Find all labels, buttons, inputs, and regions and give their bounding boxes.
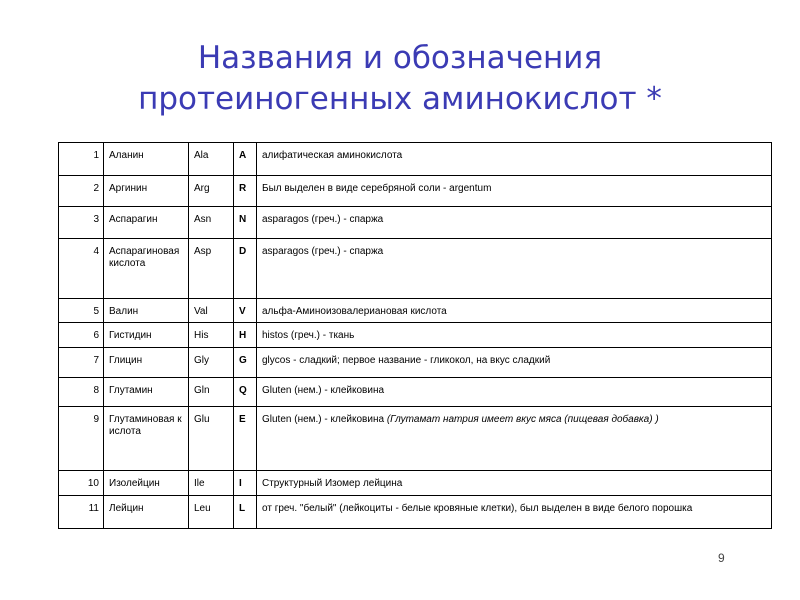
three-letter-code: His (189, 323, 234, 348)
name-origin (257, 496, 772, 529)
three-letter-code: Val (189, 299, 234, 323)
row-number: 5 (59, 299, 104, 323)
slide-title-line1: Названия и обозначения (197, 40, 603, 76)
three-letter-code: Ile (189, 471, 234, 496)
one-letter-code: A (234, 143, 257, 176)
three-letter-code: Glu (189, 407, 234, 471)
row-number: 7 (59, 348, 104, 378)
one-letter-code: L (234, 496, 257, 529)
three-letter-code: Leu (189, 496, 234, 529)
table-row (59, 378, 772, 407)
page-number: 9 (718, 551, 725, 565)
table-row (59, 471, 772, 496)
row-number: 8 (59, 378, 104, 407)
slide-title (0, 38, 800, 120)
name-origin (257, 299, 772, 323)
name-origin-text: asparagos (греч.) - спаржа (262, 214, 384, 225)
name-origin (257, 407, 772, 471)
amino-acid-table (58, 142, 772, 529)
name-origin-text: алифатическая аминокислота (262, 150, 403, 161)
name-origin-note: (Глутамат натрия имеет вкус мяса (пищевая добавка) ) (386, 414, 659, 425)
amino-acid-table-body (59, 143, 772, 529)
name-origin-text: Структурный Изомер лейцина (262, 478, 403, 489)
amino-acid-name: Глутамин (104, 378, 189, 407)
amino-acid-name: Аргинин (104, 176, 189, 207)
name-origin (257, 207, 772, 239)
one-letter-code: D (234, 239, 257, 299)
name-origin-text: Gluten (нем.) - клейковина (262, 414, 385, 425)
name-origin (257, 378, 772, 407)
table-row (59, 496, 772, 529)
amino-acid-name: Аланин (104, 143, 189, 176)
name-origin-text: Gluten (нем.) - клейковина (262, 385, 385, 396)
name-origin-text: альфа-Аминоизовалериановая кислота (262, 306, 447, 317)
three-letter-code: Asn (189, 207, 234, 239)
amino-acid-name: Гистидин (104, 323, 189, 348)
name-origin-text: от греч. "белый" (лейкоциты - белые кровяные клетки), был выделен в виде белого порошка (262, 503, 693, 514)
one-letter-code: H (234, 323, 257, 348)
table-row (59, 239, 772, 299)
one-letter-code: Q (234, 378, 257, 407)
one-letter-code: I (234, 471, 257, 496)
table-row (59, 143, 772, 176)
name-origin-text: histos (греч.) - ткань (262, 330, 355, 341)
three-letter-code: Asp (189, 239, 234, 299)
name-origin-text: Был выделен в виде серебряной соли - argentum (262, 183, 492, 194)
name-origin (257, 239, 772, 299)
three-letter-code: Ala (189, 143, 234, 176)
one-letter-code: G (234, 348, 257, 378)
name-origin (257, 143, 772, 176)
amino-acid-name: Валин (104, 299, 189, 323)
name-origin (257, 471, 772, 496)
one-letter-code: R (234, 176, 257, 207)
amino-acid-name: Аспарагин (104, 207, 189, 239)
row-number: 9 (59, 407, 104, 471)
table-row (59, 299, 772, 323)
one-letter-code: E (234, 407, 257, 471)
table-row (59, 348, 772, 378)
row-number: 6 (59, 323, 104, 348)
name-origin (257, 348, 772, 378)
table-row (59, 407, 772, 471)
slide-title-line2: протеиногенных аминокислот * (138, 81, 662, 117)
name-origin-text: glycos - сладкий; первое название - гликокол, на вкус сладкий (262, 355, 551, 366)
row-number: 3 (59, 207, 104, 239)
three-letter-code: Gly (189, 348, 234, 378)
row-number: 10 (59, 471, 104, 496)
table-row (59, 176, 772, 207)
table-row (59, 207, 772, 239)
name-origin (257, 323, 772, 348)
row-number: 11 (59, 496, 104, 529)
one-letter-code: N (234, 207, 257, 239)
three-letter-code: Gln (189, 378, 234, 407)
row-number: 4 (59, 239, 104, 299)
row-number: 1 (59, 143, 104, 176)
amino-acid-name: Лейцин (104, 496, 189, 529)
amino-acid-name: Глицин (104, 348, 189, 378)
amino-acid-name: Глутаминовая кислота (104, 407, 189, 471)
one-letter-code: V (234, 299, 257, 323)
amino-acid-name: Изолейцин (104, 471, 189, 496)
table-row (59, 323, 772, 348)
name-origin-text: asparagos (греч.) - спаржа (262, 246, 384, 257)
three-letter-code: Arg (189, 176, 234, 207)
row-number: 2 (59, 176, 104, 207)
name-origin (257, 176, 772, 207)
amino-acid-name: Аспарагиновая кислота (104, 239, 189, 299)
